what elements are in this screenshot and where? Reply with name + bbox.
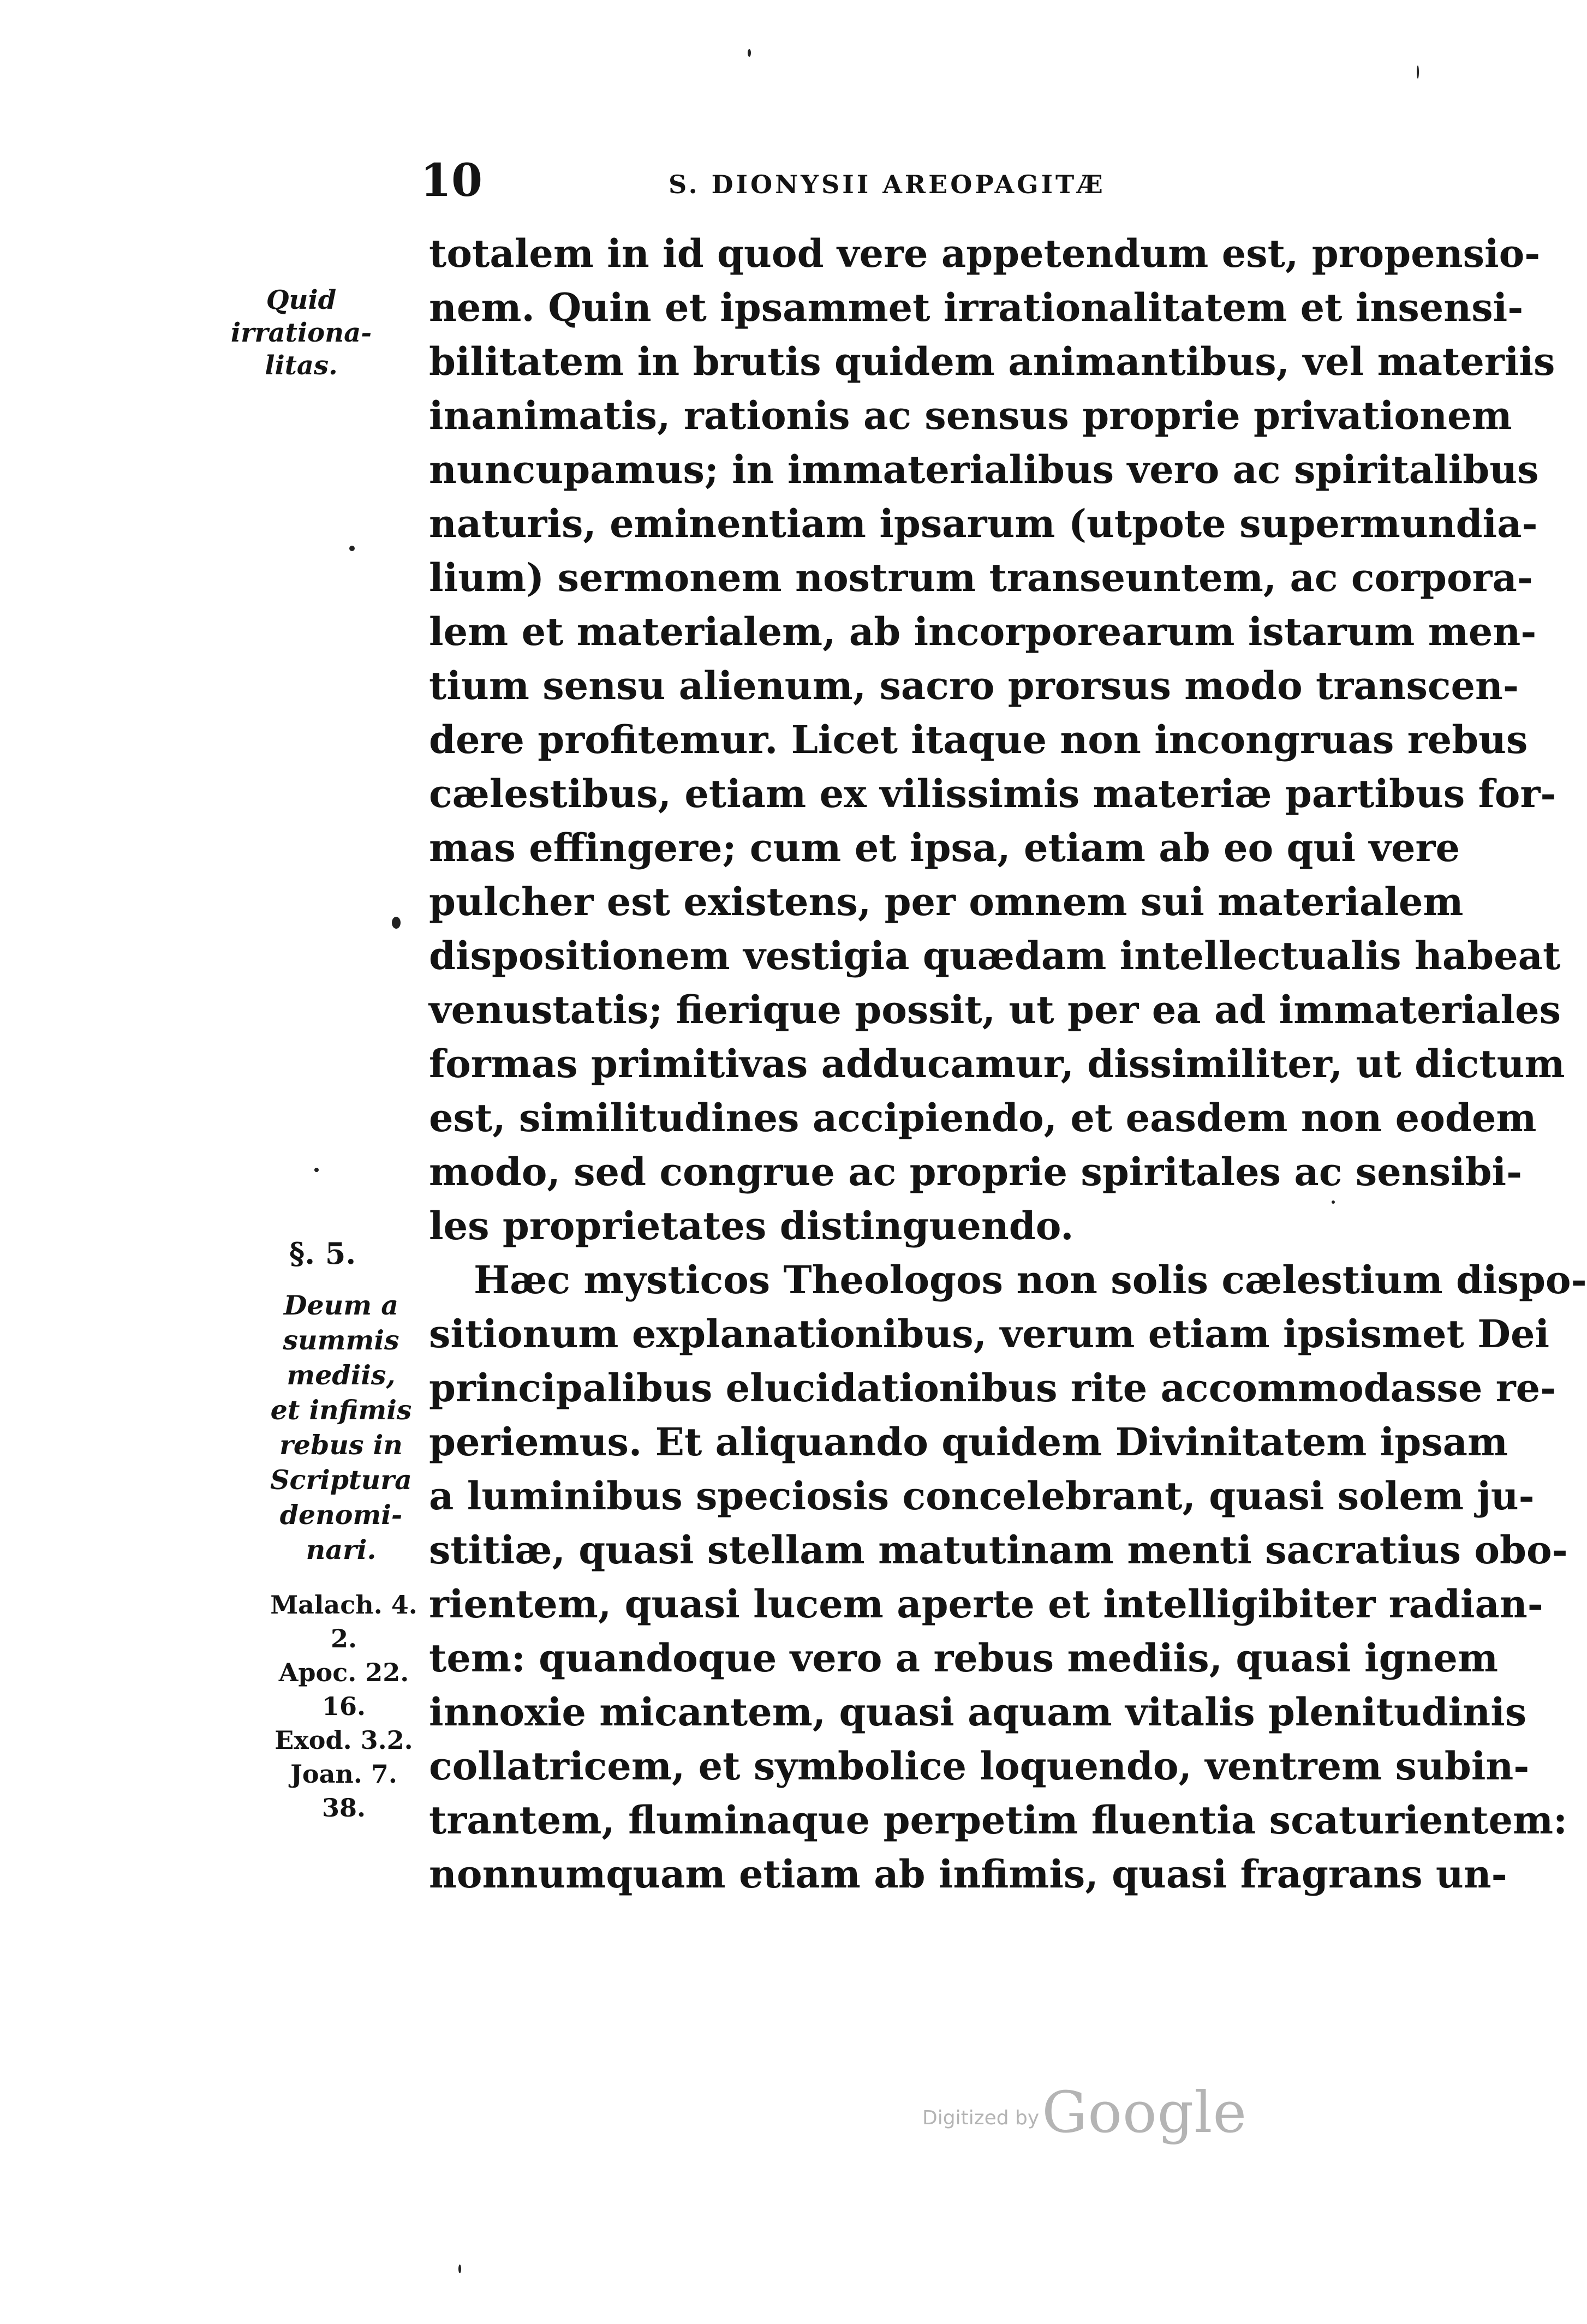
citation-line: Exod. 3.2. [275,1725,413,1755]
paragraph-2 [429,1253,1587,1901]
text-line: stitiæ, quasi stellam matutinam menti sacratius obo- [429,1527,1568,1573]
scan-speck [349,546,355,551]
scan-speck [392,917,401,929]
text-line: periemus. Et aliquando quidem Divinitatem ipsam [429,1419,1508,1465]
text-line: pulcher est existens, per omnem sui materialem [429,879,1464,924]
citation-line: 16. [321,1692,366,1721]
text-line: nem. Quin et ipsammet irrationalitatem et insensi- [429,285,1524,330]
scan-speck [458,2265,461,2273]
text-line: totalem in id quod vere appetendum est, propensio- [429,231,1541,276]
margin-note-line: Quid [266,285,337,315]
margin-note-line: litas. [265,350,338,381]
text-line: naturis, eminentiam ipsarum (utpote supermundia- [429,501,1538,546]
text-line: nuncupamus; in immaterialibus vero ac spiritalibus [429,447,1539,492]
text-line: cælestibus, etiam ex vilissimis materiæ partibus for- [429,771,1556,816]
text-line: les proprietates distinguendo. [429,1203,1074,1248]
citation-line: 2. [330,1624,357,1653]
digitized-by-google-watermark [922,2079,1247,2146]
text-line: formas primitivas adducamur, dissimiliter, ut dictum [429,1041,1565,1086]
text-line: trantem, fluminaque perpetim fluentia scaturientem: [429,1797,1567,1843]
text-line: a luminibus speciosis concelebrant, quasi solem ju- [429,1473,1535,1519]
text-line: dere profitemur. Licet itaque non incongruas rebus [429,717,1528,762]
text-line: lium) sermonem nostrum transeuntem, ac corpora- [429,555,1533,600]
running-head: S. DIONYSII AREOPAGITÆ [669,170,1106,199]
margin-note-deum [251,1288,431,1567]
page-number: 10 [420,154,483,207]
citation-line: 38. [321,1793,366,1823]
citation-line: Joan. 7. [290,1759,397,1789]
watermark-prefix: Digitized by [922,2107,1040,2129]
citation-line: Apoc. 22. [278,1658,409,1687]
text-line: tium sensu alienum, sacro prorsus modo transcen- [429,663,1519,708]
scripture-citations [256,1588,431,1825]
text-line: est, similitudines accipiendo, et easdem non eodem [429,1095,1537,1140]
text-line: lem et materialem, ab incorporearum istarum men- [429,609,1537,654]
scan-speck [748,49,751,57]
scan-speck [1332,1200,1335,1204]
citation-line: Malach. 4. [270,1590,417,1620]
margin-note-line: et infimis [270,1394,412,1426]
margin-note-line: summis [283,1324,399,1356]
text-line: rientem, quasi lucem aperte et intelligibiter radian- [429,1581,1543,1627]
margin-note-line: Deum a [284,1289,398,1321]
margin-note-line: irrationa- [230,318,372,348]
text-line: dispositionem vestigia quædam intellectualis habeat [429,933,1561,978]
paragraph-1 [429,226,1565,1253]
margin-note-line: Scriptura [270,1464,412,1496]
body-text [429,226,1587,1901]
margin-note-quid [219,284,383,382]
scan-speck [1417,65,1419,79]
text-line: sitionum explanationibus, verum etiam ipsismet Dei [429,1311,1550,1357]
text-line: collatricem, et symbolice loquendo, ventrem subin- [429,1743,1530,1789]
text-line: venustatis; fierique possit, ut per ea ad immateriales [429,987,1561,1032]
text-line: modo, sed congrue ac proprie spiritales ac sensibi- [429,1149,1523,1194]
section-mark: §. 5. [289,1236,356,1271]
margin-note-line: nari. [306,1534,377,1566]
scan-speck [314,1168,319,1172]
text-line: bilitatem in brutis quidem animantibus, vel materiis [429,339,1555,384]
text-line: mas effingere; cum et ipsa, etiam ab eo qui vere [429,825,1460,870]
margin-note-line: rebus in [279,1429,403,1461]
margin-note-line: mediis, [287,1359,396,1391]
margin-note-line: denomi- [279,1499,403,1531]
text-line: nonnumquam etiam ab infimis, quasi fragrans un- [429,1851,1507,1897]
text-line: tem: quandoque vero a rebus mediis, quasi ignem [429,1635,1499,1681]
text-line: Hæc mysticos Theologos non solis cælestium dispo- [474,1257,1587,1303]
watermark-brand: Google [1042,2079,1247,2146]
text-line: inanimatis, rationis ac sensus proprie privationem [429,393,1512,438]
text-line: innoxie micantem, quasi aquam vitalis plenitudinis [429,1689,1527,1735]
text-line: principalibus elucidationibus rite accommodasse re- [429,1365,1556,1411]
